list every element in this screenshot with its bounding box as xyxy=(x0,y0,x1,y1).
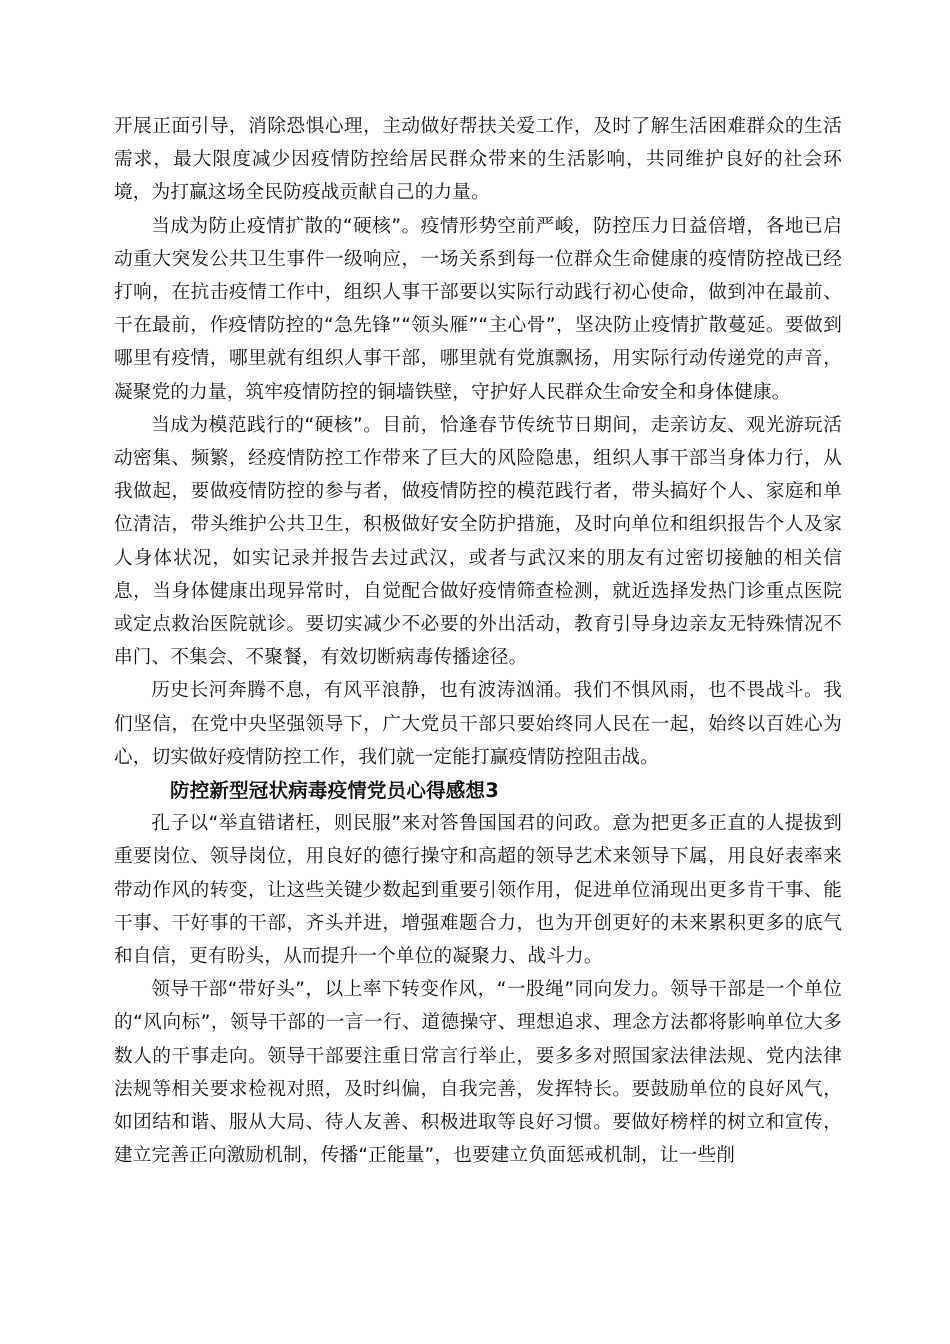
paragraph-model-practice: 当成为模范践行的“硬核”。目前，恰逢春节传统节日期间，走亲访友、观光游玩活动密集、频繁，经疫情防控工作带来了巨大的风险隐患，组织人事干部当身体力行，从我做起，要做疫情防控的参与者，做疫情防控的模范践行者，带头搞好个人、家庭和单位清洁，带头维护公共卫生，积极做好安全防护措施，及时向单位和组织报告个人及家人身体状况，如实记录并报告去过武汉，或者与武汉来的朋友有过密切接触的相关信息，当身体健康出现异常时，自觉配合做好疫情筛查检测，就近选择发热门诊重点医院或定点救治医院就诊。要切实减少不必要的外出活动，教育引导身边亲友无特殊情况不串门、不集会、不聚餐，有效切断病毒传播途径。 xyxy=(114,414,842,669)
paragraph-intro-continuation: 开展正面引导，消除恐惧心理，主动做好帮扶关爱工作，及时了解生活困难群众的生活需求，最大限度减少因疫情防控给居民群众带来的生活影响，共同维护良好的社会环境，为打赢这场全民防疫战贡献自己的力量。 xyxy=(114,116,842,204)
paragraph-confucius: 孔子以“举直错诸枉，则民服”来对答鲁国国君的问政。意为把更多正直的人提拔到重要岗位、领导岗位，用良好的德行操守和高超的领导艺术来领导下属，用良好表率来带动作风的转变，让这些关键少数起到重要引领作用，促进单位涌现出更多肯干事、能干事、干好事的干部，齐头并进，增强难题合力，也为开创更好的未来累积更多的底气和自信，更有盼头，从而提升一个单位的凝聚力、战斗力。 xyxy=(114,813,842,968)
paragraph-history-conclusion: 历史长河奔腾不息，有风平浪静，也有波涛汹涌。我们不惧风雨，也不畏战斗。我们坚信，在党中央坚强领导下，广大党员干部只要始终同人民在一起，始终以百姓心为心，切实做好疫情防控工作，我们就一定能打赢疫情防控阻击战。 xyxy=(114,680,842,768)
paragraph-prevent-spread: 当成为防止疫情扩散的“硬核”。疫情形势空前严峻，防控压力日益倍增，各地已启动重大突发公共卫生事件一级响应，一场关系到每一位群众生命健康的疫情防控战已经打响，在抗击疫情工作中，组织人事干部要以实际行动践行初心使命，做到冲在最前、干在最前，作疫情防控的“急先锋”“领头雁”“主心骨”，坚决防止疫情扩散蔓延。要做到哪里有疫情，哪里就有组织人事干部，哪里就有党旗飘扬，用实际行动传递党的声音，凝聚党的力量，筑牢疫情防控的铜墙铁壁，守护好人民群众生命安全和身体健康。 xyxy=(114,215,842,403)
section-heading-text: 防控新型冠状病毒疫情党员心得感想 xyxy=(170,779,486,803)
section-heading xyxy=(114,774,842,807)
paragraph-leaders-example: 领导干部“带好头”，以上率下转变作风，“一股绳”同向发力。领导干部是一个单位的“风向标”，领导干部的一言一行、道德操守、理想追求、理念方法都将影响单位大多数人的干事走向。领导干部要注重日常言行举止，要多多对照国家法律法规、党内法律法规等相关要求检视对照，及时纠偏，自我完善，发挥特长。要鼓励单位的良好风气，如团结和谐、服从大局、待人友善、积极进取等良好习惯。要做好榜样的树立和宣传，建立完善正向激励机制，传播“正能量”，也要建立负面惩戒机制，让一些削 xyxy=(114,979,842,1167)
section-heading-number: 3 xyxy=(485,779,499,803)
document-page xyxy=(114,110,842,1173)
